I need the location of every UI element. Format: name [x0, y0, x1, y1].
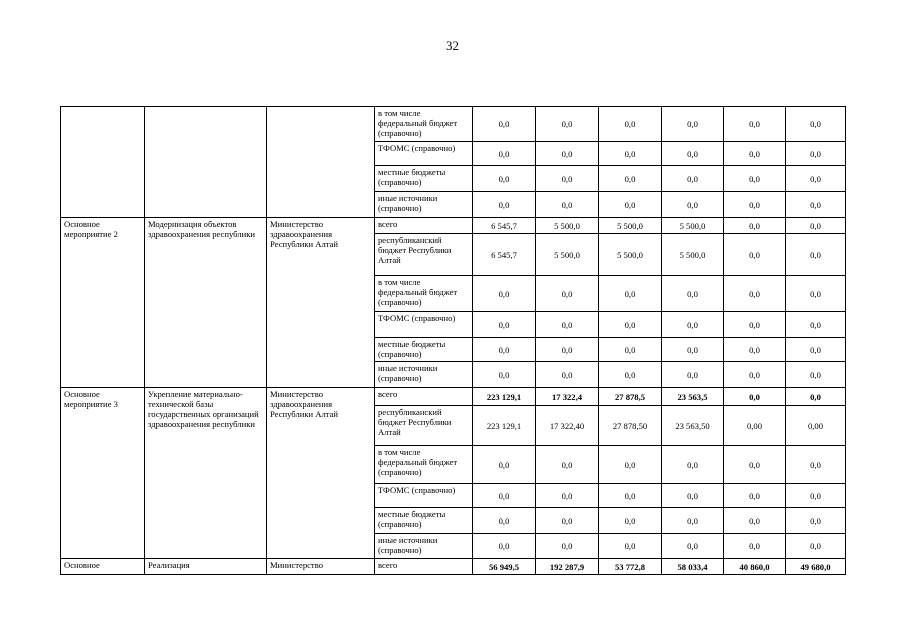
amount-cell: 0,0 — [536, 446, 599, 484]
table-row — [61, 218, 846, 234]
amount-cell: 0,0 — [662, 312, 724, 338]
page-number: 32 — [446, 38, 459, 53]
funding-source-cell: ТФОМС (справочно) — [375, 484, 473, 508]
amount-cell: 5 500,0 — [536, 218, 599, 234]
amount-cell: 0,0 — [662, 276, 724, 312]
amount-cell: 0,0 — [473, 362, 536, 388]
measure-description-cell: Укрепление материально-технической базы государственных организаций здравоохранения республики — [145, 388, 267, 559]
amount-cell: 17 322,4 — [536, 388, 599, 406]
amount-cell: 0,0 — [786, 192, 846, 218]
amount-cell: 0,0 — [724, 484, 786, 508]
amount-cell: 5 500,0 — [599, 234, 662, 276]
amount-cell: 0,0 — [536, 142, 599, 166]
amount-cell: 0,0 — [662, 534, 724, 559]
amount-cell: 5 500,0 — [536, 234, 599, 276]
amount-cell: 0,0 — [662, 192, 724, 218]
executor-cell: Министерство — [267, 559, 375, 575]
amount-cell: 0,0 — [786, 234, 846, 276]
executor-cell: Министерство здравоохранения Республики Алтай — [267, 218, 375, 388]
amount-cell: 23 563,5 — [662, 388, 724, 406]
amount-cell: 0,0 — [724, 446, 786, 484]
funding-source-cell: республиканский бюджет Республики Алтай — [375, 406, 473, 446]
table-row — [61, 559, 846, 575]
measure-description-cell — [145, 107, 267, 218]
amount-cell: 0,0 — [724, 362, 786, 388]
amount-cell: 0,0 — [786, 107, 846, 142]
amount-cell: 0,00 — [724, 406, 786, 446]
amount-cell: 6 545,7 — [473, 218, 536, 234]
measure-name-cell: Основное мероприятие 3 — [61, 388, 145, 559]
amount-cell: 0,00 — [786, 406, 846, 446]
amount-cell: 0,0 — [662, 338, 724, 362]
amount-cell: 27 878,50 — [599, 406, 662, 446]
amount-cell: 0,0 — [786, 484, 846, 508]
amount-cell: 6 545,7 — [473, 234, 536, 276]
amount-cell: 0,0 — [724, 142, 786, 166]
amount-cell: 0,0 — [724, 234, 786, 276]
measure-name-cell: Основное — [61, 559, 145, 575]
funding-source-cell: иные источники (справочно) — [375, 534, 473, 559]
amount-cell: 0,0 — [599, 192, 662, 218]
amount-cell: 0,0 — [724, 218, 786, 234]
amount-cell: 0,0 — [786, 276, 846, 312]
funding-source-cell: ТФОМС (справочно) — [375, 142, 473, 166]
amount-cell: 53 772,8 — [599, 559, 662, 575]
funding-source-cell: в том числе федеральный бюджет (справочно) — [375, 107, 473, 142]
amount-cell: 17 322,40 — [536, 406, 599, 446]
amount-cell: 0,0 — [536, 484, 599, 508]
amount-cell: 0,0 — [599, 166, 662, 192]
funding-source-cell: иные источники (справочно) — [375, 192, 473, 218]
funding-source-cell: всего — [375, 388, 473, 406]
amount-cell: 0,0 — [724, 107, 786, 142]
amount-cell: 23 563,50 — [662, 406, 724, 446]
amount-cell: 223 129,1 — [473, 388, 536, 406]
executor-cell: Министерство здравоохранения Республики Алтай — [267, 388, 375, 559]
funding-source-cell: иные источники (справочно) — [375, 362, 473, 388]
measure-description-cell: Реализация — [145, 559, 267, 575]
amount-cell: 0,0 — [473, 484, 536, 508]
amount-cell: 0,0 — [786, 166, 846, 192]
amount-cell: 5 500,0 — [662, 218, 724, 234]
amount-cell: 0,0 — [536, 276, 599, 312]
amount-cell: 0,0 — [473, 534, 536, 559]
funding-source-cell: всего — [375, 559, 473, 575]
budget-table — [60, 106, 846, 575]
amount-cell: 0,0 — [662, 484, 724, 508]
amount-cell: 0,0 — [662, 166, 724, 192]
amount-cell: 0,0 — [662, 107, 724, 142]
amount-cell: 0,0 — [536, 338, 599, 362]
amount-cell: 56 949,5 — [473, 559, 536, 575]
amount-cell: 0,0 — [473, 338, 536, 362]
executor-cell — [267, 107, 375, 218]
amount-cell: 0,0 — [724, 508, 786, 534]
amount-cell: 0,0 — [536, 508, 599, 534]
amount-cell: 58 033,4 — [662, 559, 724, 575]
amount-cell: 27 878,5 — [599, 388, 662, 406]
amount-cell: 0,0 — [473, 192, 536, 218]
amount-cell: 5 500,0 — [599, 218, 662, 234]
amount-cell: 0,0 — [599, 312, 662, 338]
amount-cell: 0,0 — [599, 508, 662, 534]
amount-cell: 0,0 — [786, 362, 846, 388]
measure-name-cell — [61, 107, 145, 218]
funding-source-cell: в том числе федеральный бюджет (справочно) — [375, 446, 473, 484]
amount-cell: 0,0 — [786, 534, 846, 559]
amount-cell: 0,0 — [662, 362, 724, 388]
amount-cell: 0,0 — [786, 142, 846, 166]
amount-cell: 0,0 — [536, 107, 599, 142]
amount-cell: 0,0 — [724, 338, 786, 362]
funding-source-cell: местные бюджеты (справочно) — [375, 166, 473, 192]
amount-cell: 223 129,1 — [473, 406, 536, 446]
amount-cell: 0,0 — [724, 166, 786, 192]
amount-cell: 0,0 — [786, 218, 846, 234]
measure-description-cell: Модернизация объектов здравоохранения республики — [145, 218, 267, 388]
amount-cell: 0,0 — [786, 446, 846, 484]
amount-cell: 0,0 — [536, 362, 599, 388]
amount-cell: 0,0 — [724, 192, 786, 218]
amount-cell: 5 500,0 — [662, 234, 724, 276]
amount-cell: 0,0 — [786, 388, 846, 406]
measure-name-cell: Основное мероприятие 2 — [61, 218, 145, 388]
amount-cell: 0,0 — [724, 534, 786, 559]
amount-cell: 0,0 — [724, 388, 786, 406]
amount-cell: 0,0 — [599, 362, 662, 388]
amount-cell: 0,0 — [662, 508, 724, 534]
funding-source-cell: местные бюджеты (справочно) — [375, 338, 473, 362]
amount-cell: 0,0 — [599, 446, 662, 484]
table-row — [61, 388, 846, 406]
amount-cell: 0,0 — [724, 312, 786, 338]
amount-cell: 0,0 — [473, 312, 536, 338]
amount-cell: 0,0 — [662, 142, 724, 166]
amount-cell: 0,0 — [473, 107, 536, 142]
amount-cell: 0,0 — [724, 276, 786, 312]
amount-cell: 0,0 — [536, 312, 599, 338]
amount-cell: 0,0 — [473, 446, 536, 484]
amount-cell: 0,0 — [662, 446, 724, 484]
amount-cell: 0,0 — [599, 534, 662, 559]
funding-source-cell: республиканский бюджет Республики Алтай — [375, 234, 473, 276]
amount-cell: 0,0 — [786, 312, 846, 338]
amount-cell: 0,0 — [599, 338, 662, 362]
amount-cell: 0,0 — [599, 107, 662, 142]
funding-source-cell: местные бюджеты (справочно) — [375, 508, 473, 534]
table-row — [61, 107, 846, 142]
amount-cell: 40 860,0 — [724, 559, 786, 575]
funding-source-cell: всего — [375, 218, 473, 234]
amount-cell: 0,0 — [599, 484, 662, 508]
amount-cell: 0,0 — [473, 508, 536, 534]
amount-cell: 0,0 — [473, 166, 536, 192]
amount-cell: 0,0 — [786, 508, 846, 534]
amount-cell: 0,0 — [599, 276, 662, 312]
amount-cell: 0,0 — [536, 534, 599, 559]
amount-cell: 49 680,0 — [786, 559, 846, 575]
amount-cell: 192 287,9 — [536, 559, 599, 575]
funding-source-cell: ТФОМС (справочно) — [375, 312, 473, 338]
amount-cell: 0,0 — [599, 142, 662, 166]
amount-cell: 0,0 — [473, 142, 536, 166]
amount-cell: 0,0 — [786, 338, 846, 362]
amount-cell: 0,0 — [473, 276, 536, 312]
amount-cell: 0,0 — [536, 192, 599, 218]
amount-cell: 0,0 — [536, 166, 599, 192]
funding-source-cell: в том числе федеральный бюджет (справочно) — [375, 276, 473, 312]
